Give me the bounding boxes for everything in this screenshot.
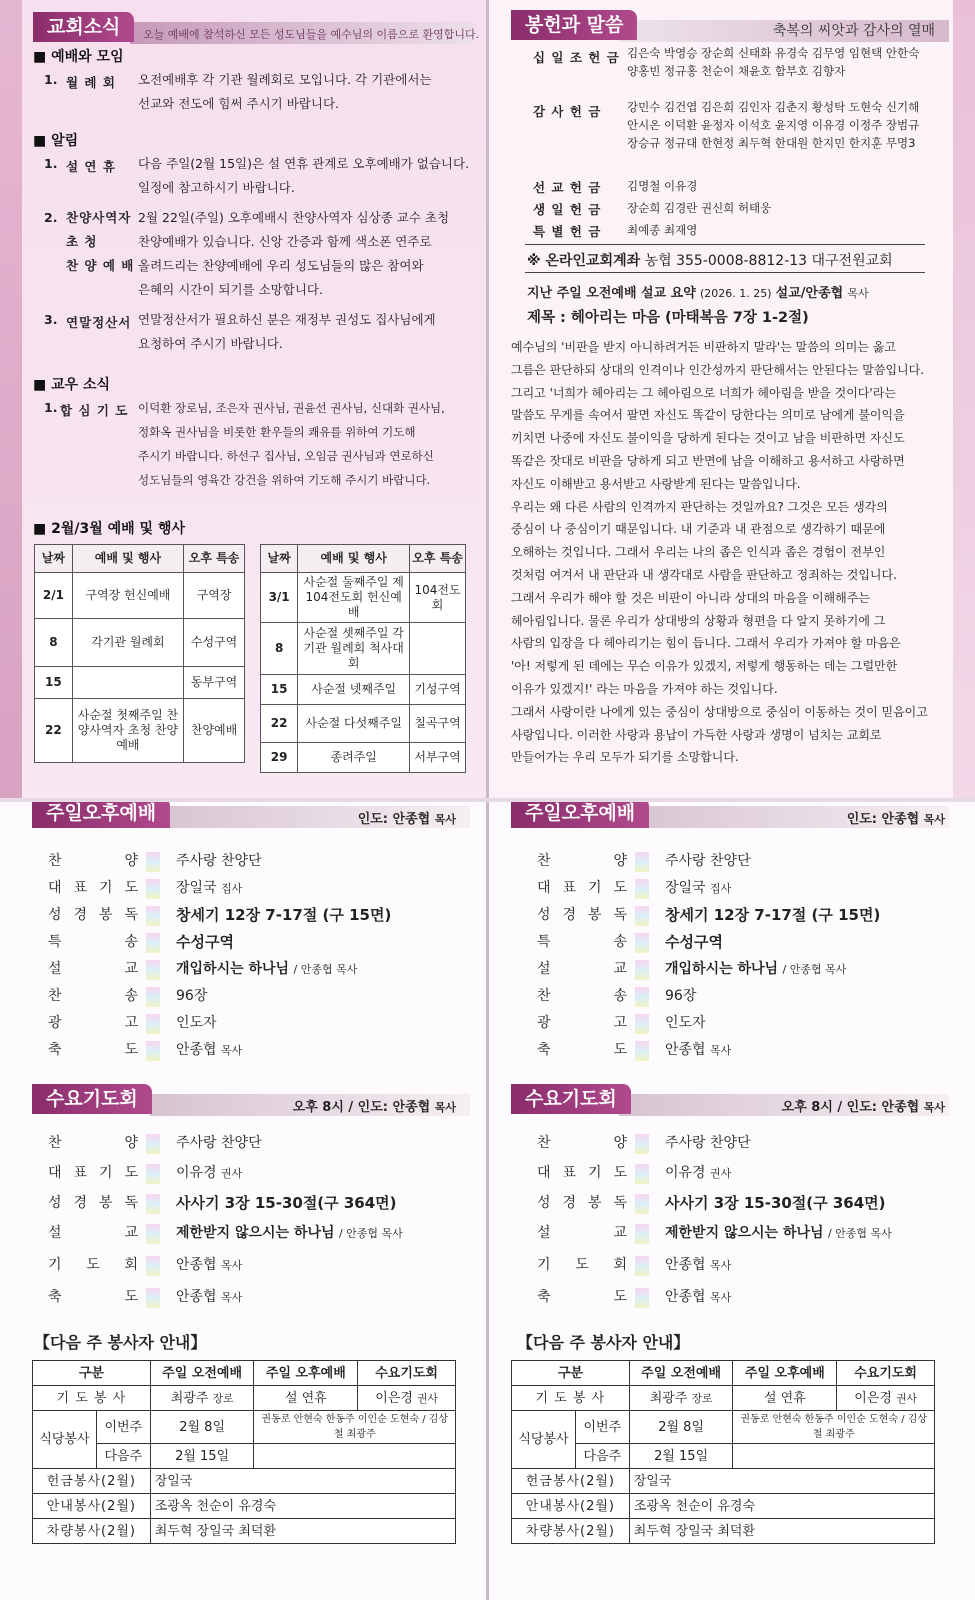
order-row: 설 교 제한받지 않으시는 하나님 / 안종협 목사 bbox=[0, 1222, 486, 1249]
offering-label: 감 사 헌 금 bbox=[533, 104, 602, 119]
item-text: 이덕환 장로님, 조은자 권사님, 권윤선 권사님, 신대화 권사님, 정화옥 권사님을 비롯한 환우들의 쾌유를 위하여 기도해 주시기 바랍니다. 하선구 집사님, 오임금 권사님과 연로하신 성도님들의 영육간 강건을 위하여 기도해 주시기 바랍니다. bbox=[138, 401, 445, 487]
offering-names: 최예종 최재영 bbox=[627, 223, 698, 237]
section-title: ■ 2월/3월 예배 및 행사 bbox=[33, 518, 185, 538]
table-row: 기 도 봉 사 최광주 장로 설 연휴 이은경 권사 bbox=[512, 1386, 935, 1411]
order-row: 성 경 봉 독 창세기 12장 7-17절 (구 15면) bbox=[537, 906, 881, 924]
order-row: 대 표 기 도 장일국 집사 bbox=[0, 877, 486, 904]
table-row: 15 동부구역 bbox=[35, 667, 245, 699]
schedule-table-february: 날짜 예배 및 행사 오후 특송 2/1 구역장 헌신예배 구역장 8 각기관 월례회 수성구역 15 동부구역 22 사순절 첫째주일 찬양사역자 초청 찬양예배 찬양예배 bbox=[34, 544, 245, 763]
order-row: 기 도 회 안종협 목사 bbox=[0, 1254, 486, 1281]
table-row: 차량봉사(2월) 최두혁 장일국 최덕환 bbox=[33, 1519, 456, 1544]
table-row: 22 사순절 다섯째주일 칠곡구역 bbox=[261, 705, 466, 743]
divider bbox=[525, 244, 925, 245]
order-row: 광 고 인도자 bbox=[0, 1012, 486, 1039]
item-label: 합 심 기 도 bbox=[60, 403, 129, 418]
section-title: ■ 교우 소식 bbox=[33, 374, 110, 394]
offering-names: 강민수 김건엽 김은희 김인자 김춘지 황성탁 도현숙 신기해 안시온 이덕환 윤정자 이석호 윤지영 이유경 이정주 장범규 장승규 정규대 한현정 최두혁 한대원 한지민 한지훈 무명3 bbox=[627, 100, 920, 150]
table-row: 헌금봉사(2월) 장일국 bbox=[33, 1469, 456, 1494]
schedule-table-march: 날짜 예배 및 행사 오후 특송 3/1 사순절 둘째주일 제104전도회 헌신예배 104전도회 8 사순절 셋째주일 각 기관 월례회 척사대회 15 사순절 넷째주일 기성구역 22 사순절 다섯째주일 칠곡구역 29 종려주일 서부구역 bbox=[260, 544, 466, 773]
order-row: 특 송 수성구역 bbox=[537, 933, 723, 951]
order-row: 찬 송 96장 bbox=[489, 985, 975, 1012]
order-row: 축 도 안종협 목사 bbox=[0, 1286, 486, 1313]
item-label: 연말정산서 bbox=[66, 315, 132, 330]
offering-sermon-panel bbox=[489, 0, 975, 798]
item-number: 2. bbox=[44, 210, 58, 225]
table-row: 식당봉사 이번주 2월 8일 권동로 안현숙 한동주 이인순 도현숙 / 김상철 최광주 bbox=[33, 1411, 456, 1444]
wednesday-tab-title: 수요기도회 bbox=[511, 1084, 631, 1114]
table-row: 29 종려주일 서부구역 bbox=[261, 743, 466, 773]
item-number: 3. bbox=[44, 312, 58, 327]
order-row: 대 표 기 도 이유경 권사 bbox=[0, 1162, 486, 1189]
offering-subtitle: 축복의 씨앗과 감사의 열매 bbox=[772, 23, 935, 39]
welcome-message: 오늘 예배에 참석하신 모든 성도님들을 예수님의 이름으로 환영합니다. bbox=[143, 28, 480, 41]
church-news-panel bbox=[0, 0, 486, 798]
item-number: 1. bbox=[44, 400, 58, 415]
service-panel-right bbox=[489, 802, 975, 1600]
table-row: 다음주 2월 15일 bbox=[512, 1444, 935, 1469]
table-row: 15 사순절 넷째주일 기성구역 bbox=[261, 675, 466, 705]
news-tab-title: 교회소식 bbox=[33, 12, 134, 42]
order-row: 찬 송 96장 bbox=[0, 985, 486, 1012]
item-text: 연말정산서가 필요하신 분은 재정부 권성도 집사님에게 요청하여 주시기 바랍니다. bbox=[138, 312, 436, 351]
table-row: 22 사순절 첫째주일 찬양사역자 초청 찬양예배 찬양예배 bbox=[35, 699, 245, 763]
item-number: 1. bbox=[44, 72, 58, 87]
afternoon-leader: 인도: 안종협 목사 bbox=[846, 812, 945, 827]
decor-strip bbox=[953, 0, 975, 798]
item-text: 2월 22일(주일) 오후예배시 찬양사역자 심상종 교수 초청 찬양예배가 있습니다. 신앙 간증과 함께 색소폰 연주로 올려드리는 찬양예배에 우리 성도님들의 많은 참여와 은혜의 시간이 되기를 소망합니다. bbox=[138, 210, 450, 297]
sermon-title: 제목 : 헤아리는 마음 (마태복음 7장 1-2절) bbox=[527, 310, 809, 326]
table-row: 8 사순절 셋째주일 각 기관 월례회 척사대회 bbox=[261, 623, 466, 675]
afternoon-tab-title: 주일오후예배 bbox=[32, 802, 170, 828]
order-row: 성 경 봉 독 사사기 3장 15-30절(구 364면) bbox=[537, 1194, 886, 1212]
wednesday-leader: 오후 8시 / 인도: 안종협 목사 bbox=[292, 1100, 456, 1115]
wednesday-leader: 오후 8시 / 인도: 안종협 목사 bbox=[781, 1100, 945, 1115]
divider bbox=[525, 272, 925, 273]
next-week-title: 【다음 주 봉사자 안내】 bbox=[517, 1333, 690, 1352]
offering-tab-title: 봉헌과 말씀 bbox=[511, 10, 637, 40]
table-row: 8 각기관 월례회 수성구역 bbox=[35, 619, 245, 667]
next-week-title: 【다음 주 봉사자 안내】 bbox=[34, 1333, 207, 1352]
order-row: 대 표 기 도 이유경 권사 bbox=[489, 1162, 975, 1189]
afternoon-tab-title: 주일오후예배 bbox=[511, 802, 649, 828]
order-row: 설 교 개입하시는 하나님 / 안종협 목사 bbox=[0, 958, 486, 985]
table-row: 다음주 2월 15일 bbox=[33, 1444, 456, 1469]
table-row: 식당봉사 이번주 2월 8일 권동로 안현숙 한동주 이인순 도현숙 / 김상철 최광주 bbox=[512, 1411, 935, 1444]
table-row: 3/1 사순절 둘째주일 제104전도회 헌신예배 104전도회 bbox=[261, 573, 466, 623]
offering-label: 선 교 헌 금 bbox=[533, 180, 602, 195]
offering-label: 십 일 조 헌 금 bbox=[533, 50, 620, 65]
volunteer-table: 구분 주일 오전예배 주일 오후예배 수요기도회 기 도 봉 사 최광주 장로 설 연휴 이은경 권사 식당봉사 이번주 2월 8일 권동로 안현숙 한동주 이인순 도현숙 / 김상철 최광주 다음주 2월 15일 헌금봉사(2월) 장일국 안내봉사(2월) 조광옥 천순이 유경숙 차량봉사(2월) 최두혁 장일국 최덕환 bbox=[32, 1360, 456, 1544]
order-row: 찬 양 주사랑 찬양단 bbox=[489, 850, 975, 877]
item-label: 찬양사역자 초 청 찬 양 예 배 bbox=[66, 210, 135, 273]
item-label: 월 례 회 bbox=[66, 75, 116, 90]
table-row: 2/1 구역장 헌신예배 구역장 bbox=[35, 573, 245, 619]
table-row: 기 도 봉 사 최광주 장로 설 연휴 이은경 권사 bbox=[33, 1386, 456, 1411]
sermon-header: 지난 주일 오전예배 설교 요약 (2026. 1. 25) 설교/안종협 목사 bbox=[527, 286, 869, 301]
table-row: 헌금봉사(2월) 장일국 bbox=[512, 1469, 935, 1494]
offering-label: 생 일 헌 금 bbox=[533, 202, 602, 217]
sermon-body: 예수님의 '비판을 받지 아니하려거든 비판하지 말라'는 말씀의 의미는 옳고 그름은 판단하되 상대의 인격이나 인간성까지 판단해서는 안된다는 말씀입니다. 그리고 '너희가 헤아리는 그 헤아림으로 너희가 헤아림을 받을 것이다'라는 말씀도 무게를 속여서 팔면 자신도 똑같이 당한다는 의미로 남에게 불이익을 끼치면 나중에 자신도 불이익을 당하게 된다는 것이고 남을 비판하면 자신도 똑같은 잣대로 비판을 당하게 되고 반면에 남을 이해하고 용서하고 사랑하면 자신도 이해받고 용서받고 사랑받게 된다는 말씀입니다. 우리는 왜 다른 사람의 인격까지 판단하는 것일까요? 그것은 모든 생각의 중심이 나 중심이기 때문입니다. 내 기준과 내 관점으로 생각하기 때문에 오해하는 것입니다. 그래서 우리는 나의 좁은 인식과 좁은 경험이 전부인 것처럼 여겨서 내 판단과 내 생각대로 사람을 판단하고 정죄하는 것입니다. 그래서 우리가 해야 할 것은 비판이 아니라 상대의 마음을 이해해주는 헤아림입니다. 물론 우리가 상대방의 상황과 형편을 다 알지 못하기에 그 사람의 입장을 다 헤아리기는 힘이 듭니다. 그래서 우리가 가져야 할 마음은 '아! 저렇게 된 데에는 무슨 이유가 있겠지, 저렇게 행동하는 데는 그럴만한 이유가 있겠지!' 라는 마음을 가져야 하는 것입니다. 그래서 사랑이란 나에게 있는 중심이 상대방으로 중심이 이동하는 것이 믿음이고 사랑입니다. 이러한 사랑과 용납이 가득한 사랑과 생명이 넘치는 교회로 만들어가는 우리 모두가 되기를 소망합니다. bbox=[511, 340, 928, 765]
order-row: 대 표 기 도 장일국 집사 bbox=[489, 877, 975, 904]
wednesday-tab-title: 수요기도회 bbox=[32, 1084, 152, 1114]
order-row: 축 도 안종협 목사 bbox=[0, 1039, 486, 1066]
order-row: 찬 양 주사랑 찬양단 bbox=[0, 850, 486, 877]
section-title: ■ 알림 bbox=[33, 130, 78, 150]
item-label: 설 연 휴 bbox=[66, 159, 116, 174]
order-row: 설 교 개입하시는 하나님 / 안종협 목사 bbox=[489, 958, 975, 985]
order-row: 설 교 제한받지 않으시는 하나님 / 안종협 목사 bbox=[489, 1222, 975, 1249]
order-row: 특 송 수성구역 bbox=[48, 933, 234, 951]
order-row: 찬 양 주사랑 찬양단 bbox=[489, 1132, 975, 1159]
order-row: 성 경 봉 독 창세기 12장 7-17절 (구 15면) bbox=[48, 906, 392, 924]
order-row: 광 고 인도자 bbox=[489, 1012, 975, 1039]
offering-names: 장순희 김경란 권신희 허태웅 bbox=[627, 201, 772, 215]
item-number: 1. bbox=[44, 156, 58, 171]
online-account: ※ 온라인교회계좌 농협 355-0008-8812-13 대구전원교회 bbox=[527, 253, 893, 269]
volunteer-table: 구분 주일 오전예배 주일 오후예배 수요기도회 기 도 봉 사 최광주 장로 설 연휴 이은경 권사 식당봉사 이번주 2월 8일 권동로 안현숙 한동주 이인순 도현숙 / 김상철 최광주 다음주 2월 15일 헌금봉사(2월) 장일국 안내봉사(2월) 조광옥 천순이 유경숙 차량봉사(2월) 최두혁 장일국 최덕환 bbox=[511, 1360, 935, 1544]
table-row: 안내봉사(2월) 조광옥 천순이 유경숙 bbox=[512, 1494, 935, 1519]
item-text: 오전예배후 각 기관 월례회로 모입니다. 각 기관에서는 선교와 전도에 힘써 주시기 바랍니다. bbox=[138, 72, 432, 111]
table-row: 차량봉사(2월) 최두혁 장일국 최덕환 bbox=[512, 1519, 935, 1544]
item-text: 다음 주일(2월 15일)은 설 연휴 관계로 오후예배가 없습니다. 일정에 참고하시기 바랍니다. bbox=[138, 156, 470, 195]
offering-names: 김명철 이유경 bbox=[627, 179, 698, 193]
table-row: 안내봉사(2월) 조광옥 천순이 유경숙 bbox=[33, 1494, 456, 1519]
order-row: 축 도 안종협 목사 bbox=[489, 1286, 975, 1313]
decor-strip bbox=[0, 0, 22, 798]
offering-names: 김은숙 박영승 장순희 신태화 유경숙 김무영 임현택 안한숙 양홍빈 정규홍 천순이 채윤호 함부호 김향자 bbox=[627, 46, 920, 78]
offering-label: 특 별 헌 금 bbox=[533, 224, 602, 239]
service-panel-left bbox=[0, 802, 486, 1600]
order-row: 기 도 회 안종협 목사 bbox=[489, 1254, 975, 1281]
order-row: 축 도 안종협 목사 bbox=[489, 1039, 975, 1066]
section-title: ■ 예배와 모임 bbox=[33, 46, 124, 66]
order-row: 성 경 봉 독 사사기 3장 15-30절(구 364면) bbox=[48, 1194, 397, 1212]
afternoon-leader: 인도: 안종협 목사 bbox=[357, 812, 456, 827]
order-row: 찬 양 주사랑 찬양단 bbox=[0, 1132, 486, 1159]
